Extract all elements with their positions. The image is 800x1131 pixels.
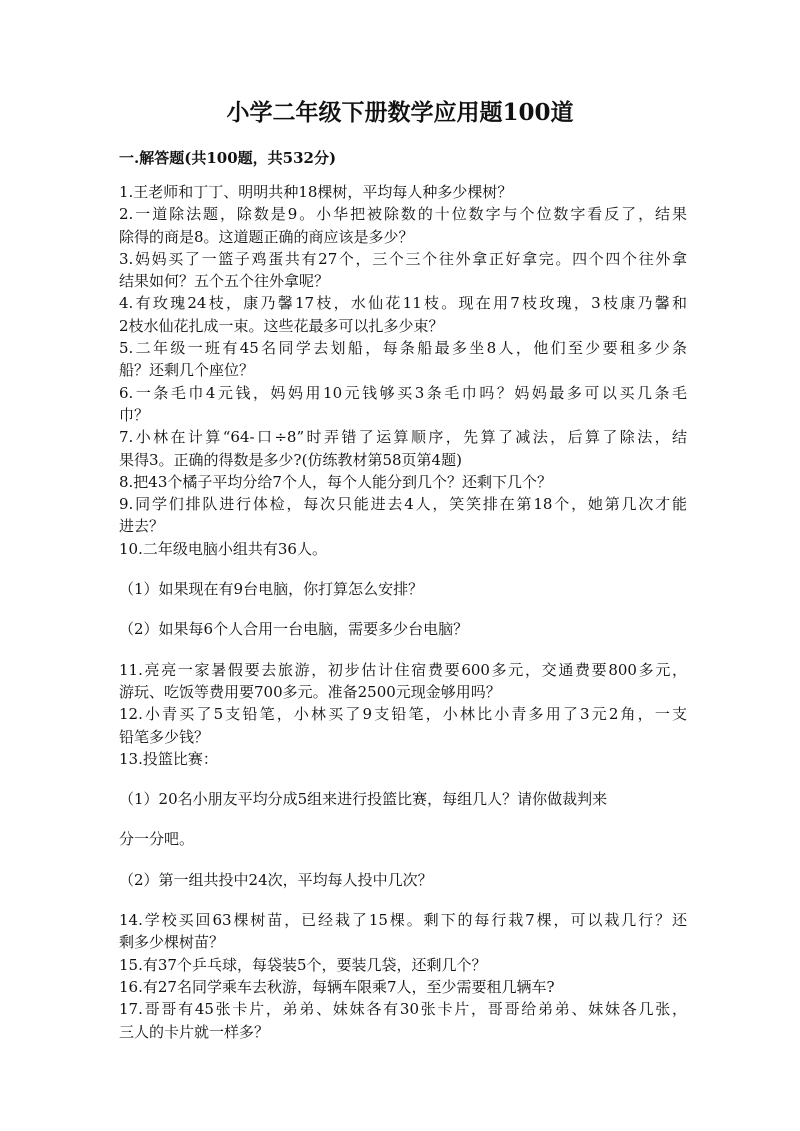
question-block xyxy=(119,203,687,248)
question-line: 剩多少棵树苗？ xyxy=(119,933,225,952)
question-line: 13.投篮比赛： xyxy=(119,749,218,768)
question-block xyxy=(119,788,687,810)
question-block xyxy=(119,869,687,891)
question-line: 11.亮亮一家暑假要去旅游，初步估计住宿费要600多元，交通费要800多元， xyxy=(119,660,687,679)
question-block xyxy=(119,828,687,850)
question-line: 果得3。正确的得数是多少?(仿练教材第58页第4题) xyxy=(119,450,462,469)
question-line: 进去？ xyxy=(119,517,165,536)
question-block xyxy=(119,998,687,1043)
question-line: 三人的卡片就一样多？ xyxy=(119,1022,270,1041)
question-line: 6.一条毛巾4元钱，妈妈用10元钱够买3条毛巾吗？妈妈最多可以买几条毛 xyxy=(119,383,687,402)
question-line: 12.小青买了5支铅笔，小林买了9支铅笔，小林比小青多用了3元2角，一支 xyxy=(119,705,687,724)
section-heading: 一.解答题(共100题，共532分) xyxy=(119,149,337,167)
question-line: （1）如果现在有9台电脑，你打算怎么安排？ xyxy=(119,580,424,599)
question-block xyxy=(119,493,687,538)
question-line: 15.有37个乒乓球，每袋装5个，要装几袋，还剩几个？ xyxy=(119,955,487,974)
question-line: 结果如何？五个五个往外拿呢？ xyxy=(119,272,330,291)
question-block xyxy=(119,337,687,382)
question-line: 7.小林在计算“64-口÷8”时弄错了运算顺序，先算了减法，后算了除法，结 xyxy=(119,428,687,447)
question-line: 16.有27名同学乘车去秋游，每辆车限乘7人，至少需要租几辆车? xyxy=(119,977,555,996)
question-block xyxy=(119,382,687,427)
question-block xyxy=(119,538,687,560)
question-line: 3.妈妈买了一篮子鸡蛋共有27个，三个三个往外拿正好拿完。四个四个往外拿 xyxy=(119,249,687,268)
question-line: 5.二年级一班有45名同学去划船，每条船最多坐8人，他们至少要租多少条 xyxy=(119,339,687,358)
question-block xyxy=(119,954,687,976)
page-title: 小学二年级下册数学应用题100道 xyxy=(226,99,574,126)
question-block xyxy=(119,426,687,471)
question-line: 2.一道除法题，除数是9。小华把被除数的十位数字与个位数字看反了，结果 xyxy=(119,205,687,224)
question-line: （2）如果每6个人合用一台电脑，需要多少台电脑？ xyxy=(119,620,469,639)
question-block xyxy=(119,578,687,600)
question-line: 2枝水仙花扎成一束。这些花最多可以扎多少束？ xyxy=(119,316,444,335)
question-block xyxy=(119,618,687,640)
question-block xyxy=(119,181,687,203)
question-line: （1）20名小朋友平均分成5组来进行投篮比赛，每组几人？请你做裁判来 xyxy=(119,790,608,809)
question-block xyxy=(119,748,687,770)
question-line: 9.同学们排队进行体检，每次只能进去4人，笑笑排在第18个，她第几次才能 xyxy=(119,495,687,514)
question-block xyxy=(119,909,687,954)
question-block xyxy=(119,292,687,337)
question-line: 分一分吧。 xyxy=(119,830,195,849)
question-block xyxy=(119,471,687,493)
question-line: 除得的商是8。这道题正确的商应该是多少？ xyxy=(119,227,414,246)
question-line: 铅笔多少钱？ xyxy=(119,727,210,746)
question-line: 10.二年级电脑小组共有36人。 xyxy=(119,539,327,558)
question-line: 巾？ xyxy=(119,405,150,424)
question-block xyxy=(119,976,687,998)
question-line: 17.哥哥有45张卡片，弟弟、妹妹各有30张卡片，哥哥给弟弟、妹妹各几张， xyxy=(119,1000,687,1019)
question-block xyxy=(119,703,687,748)
question-line: 游玩、吃饭等费用要700多元。准备2500元现金够用吗？ xyxy=(119,682,501,701)
question-block xyxy=(119,248,687,293)
question-list xyxy=(119,181,687,1043)
question-line: 4.有玫瑰24枝，康乃馨17枝，水仙花11枝。现在用7枝玫瑰，3枝康乃馨和 xyxy=(119,294,687,313)
question-line: 1.王老师和丁丁、明明共种18棵树，平均每人种多少棵树？ xyxy=(119,183,513,201)
question-line: 14.学校买回63棵树苗，已经栽了15棵。剩下的每行栽7棵，可以栽几行？还 xyxy=(119,911,687,930)
question-line: 8.把43个橘子平均分给7个人，每个人能分到几个？还剩下几个？ xyxy=(119,472,552,491)
question-block xyxy=(119,659,687,704)
question-line: （2）第一组共投中24次，平均每人投中几次？ xyxy=(119,870,433,889)
question-line: 船？还剩几个座位？ xyxy=(119,361,255,380)
